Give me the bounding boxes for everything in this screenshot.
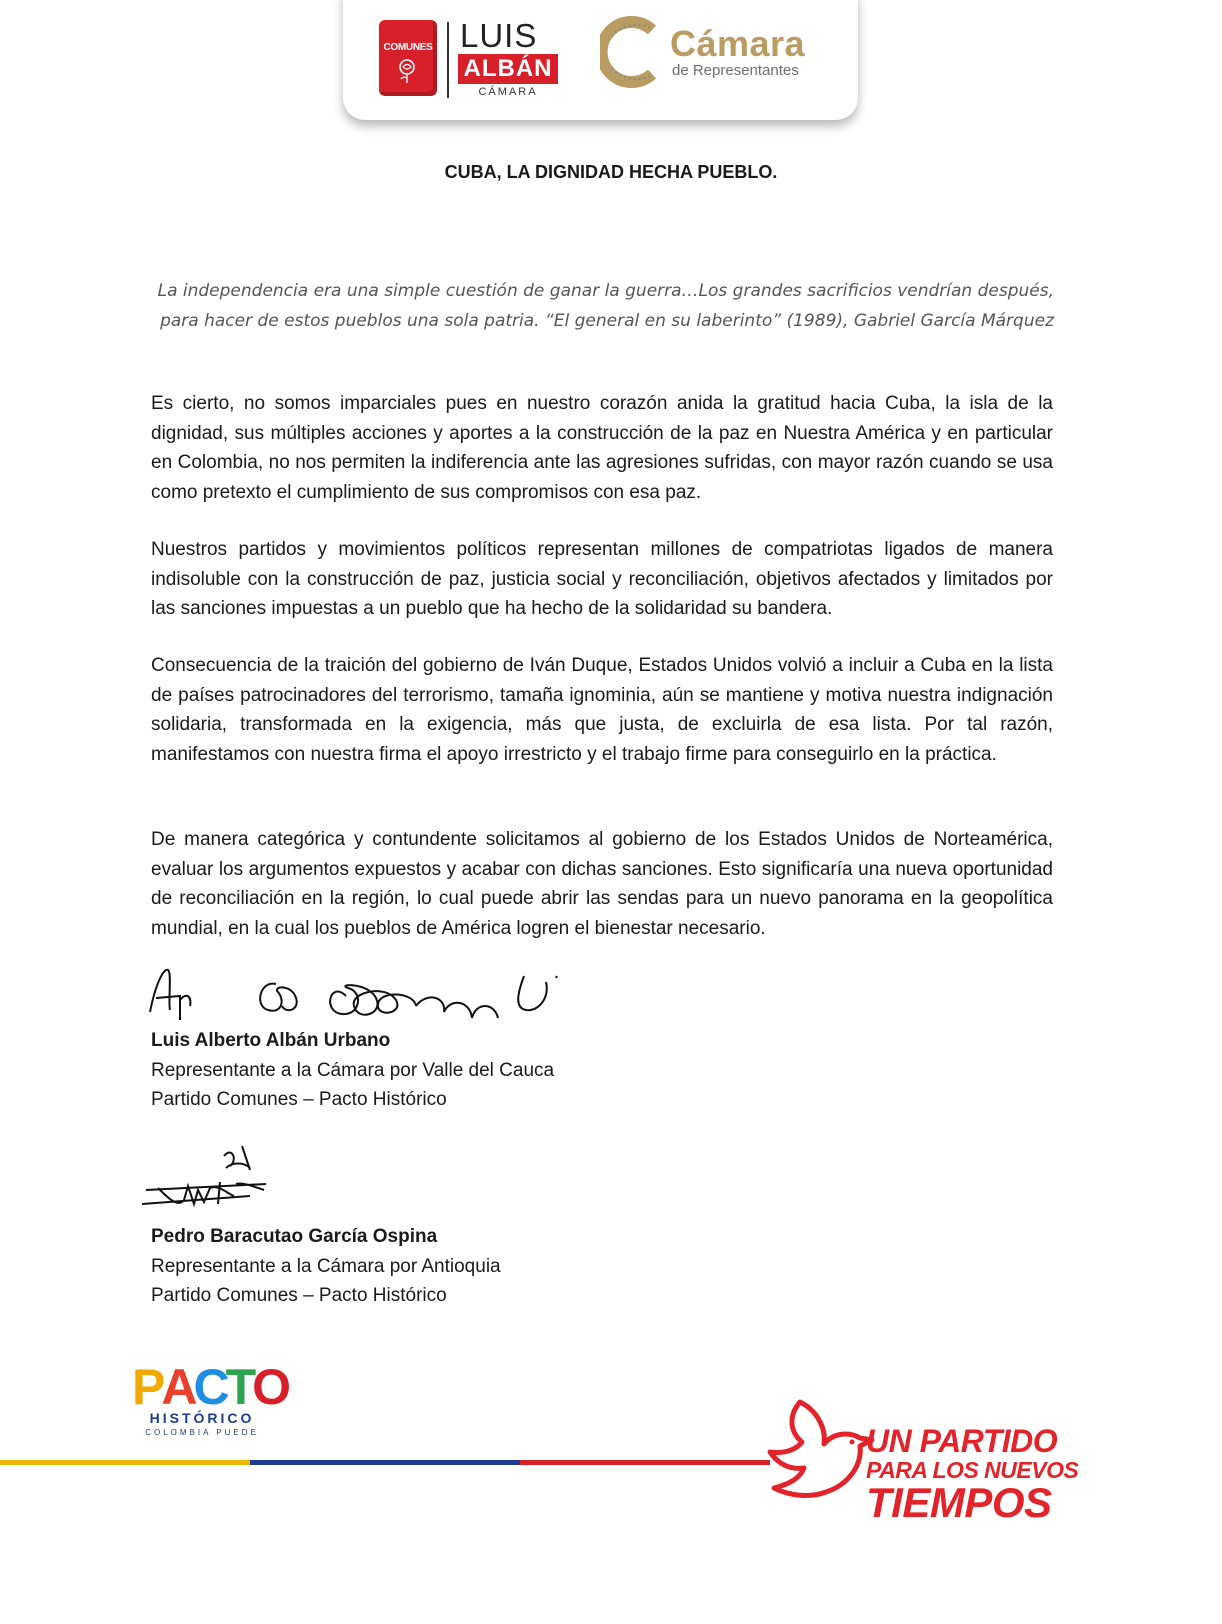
candidate-chamber: CÁMARA [478,86,538,98]
paragraph-1: Es cierto, no somos imparciales pues en nuestro corazón anida la gratitud hacia Cuba, la isla de la dignidad, sus múltiples acciones y aportes a la construcción de la paz en Nuestra América y en particular en Colombia, no nos permiten la indiferencia ante las agresiones sufridas, con mayor razón cuando se usa como pretexto el cumplimiento de sus compromisos con esa paz. [151,393,1053,503]
party-slogan [866,1424,1106,1524]
rose-icon [396,58,418,84]
pacto-letter: C [193,1359,226,1415]
pacto-letter: P [132,1359,162,1415]
camara-seal-icon [600,16,668,88]
footer-band-red [520,1460,770,1465]
signatory-1 [151,1026,554,1115]
signatory-2-party: Partido Comunes – Pacto Histórico [151,1285,447,1307]
candidate-last-name: ALBÁN [463,55,553,82]
slogan-line-3: TIEMPOS [866,1479,1052,1526]
footer-band-yellow [0,1460,250,1465]
slogan-line-2: PARA LOS NUEVOS [866,1457,1079,1483]
paragraph-3: Consecuencia de la traición del gobierno de Iván Duque, Estados Unidos volvió a incluir a Cuba en la lista de países patrocinadores del terrorismo, tamaña ignominia, aún se mantiene y motiva nuestra indignación solidaria, transformada en la exigencia, más que justa, de excluirla de esa lista. Por tal razón, manifestamos con nuestra firma el apoyo irrestricto y el trabajo firme para conseguirlo en la práctica. [151,655,1053,765]
paragraph-4: De manera categórica y contundente solicitamos al gobierno de los Estados Unidos de Norteamérica, evaluar los argumentos expuestos y acabar con dichas sanciones. Esto significaría una nueva oportunidad de reconciliación en la región, lo cual puede abrir las sendas para un nuevo panorama en la geopolítica mundial, en la cual los pueblos de América logren el bienestar necesario. [151,829,1053,939]
document-title: CUBA, LA DIGNIDAD HECHA PUEBLO. [444,162,778,182]
pacto-historico-logo [132,1359,288,1437]
signature-2 [138,1138,278,1218]
comunes-logo-label: COMUNES [383,42,433,53]
signatory-2 [151,1222,501,1311]
comunes-logo [379,20,437,96]
slogan-line-1: UN PARTIDO [866,1423,1058,1459]
signatory-2-role: Representante a la Cámara por Antioquia [151,1255,501,1277]
signatory-1-party: Partido Comunes – Pacto Histórico [151,1089,447,1111]
signatory-2-name: Pedro Baracutao García Ospina [151,1226,438,1247]
signatory-1-role: Representante a la Cámara por Valle del Cauca [151,1059,555,1081]
pacto-tagline: COLOMBIA PUEDE [145,1428,259,1437]
camara-subtitle: de Representantes [672,62,799,79]
header-divider [447,22,449,98]
pacto-letter: A [161,1359,194,1415]
camara-title: Cámara [670,23,806,64]
pacto-subtitle: HISTÓRICO [149,1410,255,1426]
candidate-first-name: LUIS [460,17,538,54]
epigraph-quote: La independencia era una simple cuestión de ganar la guerra…Los grandes sacrificios vendrían después, para hacer de estos pueblos una sola patria. “El general en su laberinto” (1989), Gabriel García Márquez [157,281,1054,331]
pacto-letter: O [252,1359,288,1415]
signature-1 [146,962,566,1032]
pacto-letter: T [225,1359,253,1415]
dove-icon [760,1392,878,1512]
paragraph-2: Nuestros partidos y movimientos políticos representan millones de compatriotas ligados de manera indisoluble con la construcción de paz, justicia social y reconciliación, objetivos afectados y limitados por las sanciones impuestas a un pueblo que ha hecho de la solidaridad su bandera. [151,539,1053,620]
footer-band-blue [250,1460,520,1465]
pacto-word [132,1359,288,1415]
signatory-1-name: Luis Alberto Albán Urbano [151,1030,391,1051]
